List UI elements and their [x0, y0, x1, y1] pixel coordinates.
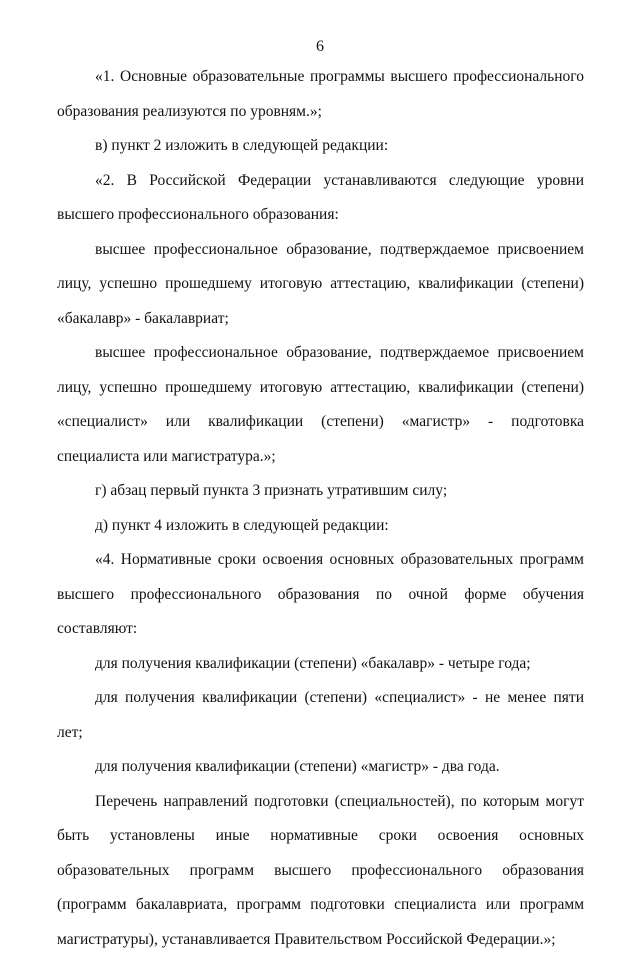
paragraph-6: г) абзац первый пункта 3 признать утратившим силу; — [57, 474, 584, 509]
paragraph-4: высшее профессиональное образование, подтверждаемое присвоением лицу, успешно прошедшему итоговую аттестацию, квалификации (степени) «бакалавр» - бакалавриат; — [57, 233, 584, 337]
paragraph-1: «1. Основные образовательные программы высшего профессионального образования реализуются по уровням.»; — [57, 60, 584, 129]
paragraph-9: для получения квалификации (степени) «бакалавр» - четыре года; — [57, 647, 584, 682]
paragraph-2: в) пункт 2 изложить в следующей редакции: — [57, 129, 584, 164]
paragraph-3: «2. В Российской Федерации устанавливаются следующие уровни высшего профессионального образования: — [57, 164, 584, 233]
paragraph-8: «4. Нормативные сроки освоения основных образовательных программ высшего профессионального образования по очной форме обучения составляют: — [57, 543, 584, 647]
paragraph-7: д) пункт 4 изложить в следующей редакции: — [57, 509, 584, 544]
paragraph-10: для получения квалификации (степени) «специалист» - не менее пяти лет; — [57, 681, 584, 750]
paragraph-11: для получения квалификации (степени) «магистр» - два года. — [57, 750, 584, 785]
paragraph-12: Перечень направлений подготовки (специальностей), по которым могут быть установлены иные нормативные сроки освоения основных образовательных программ высшего профессионального образования (программ бакалавриата, программ подготовки специалиста или программ магистратуры), устанавливается Правительством Российской Федерации.»; — [57, 785, 584, 957]
paragraph-5: высшее профессиональное образование, подтверждаемое присвоением лицу, успешно прошедшему итоговую аттестацию, квалификации (степени) «специалист» или квалификации (степени) «магистр» - подготовка специалиста или магистратура.»; — [57, 336, 584, 474]
document-body — [57, 60, 584, 957]
page-number: 6 — [0, 38, 640, 56]
